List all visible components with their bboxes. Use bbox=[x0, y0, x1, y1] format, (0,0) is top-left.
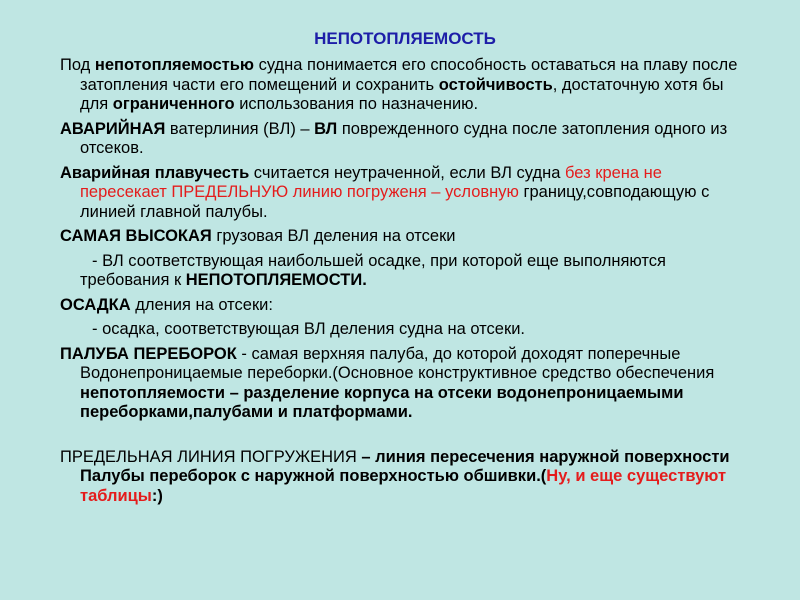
spacer bbox=[60, 428, 750, 448]
term-emergency-buoyancy: Аварийная плавучесть bbox=[60, 163, 250, 182]
term-vl: ВЛ bbox=[314, 119, 338, 138]
term-unsinkability-caps: НЕПОТОПЛЯЕМОСТИ. bbox=[185, 271, 367, 289]
text: поврежденного судна после затопления одного из отсеков. bbox=[80, 119, 728, 157]
paragraph-emergency-waterline bbox=[60, 120, 750, 159]
text: - самая верхняя палуба, до которой доходят поперечные Водонепроницаемые переборки.(Основное конструктивное средство обеспечения bbox=[80, 344, 715, 382]
text: грузовая ВЛ деления на отсеки bbox=[211, 227, 456, 245]
text: - ВЛ соответствующая наибольшей осадке, при которой еще выполняются требования к bbox=[80, 251, 666, 289]
highlight-red-text: Ну, и еще существуют таблицы bbox=[80, 467, 727, 505]
term-draught: ОСАДКА bbox=[60, 295, 131, 314]
text: судна понимается его способность оставаться на плаву после затопления части его помещений и сохранить bbox=[80, 56, 738, 94]
text: , достаточную хотя бы для bbox=[80, 75, 724, 113]
highlight-red-text: без крена не пересекает ПРЕДЕЛЬНУЮ линию погруженя – условную bbox=[80, 163, 662, 201]
paragraph-emergency-buoyancy bbox=[60, 164, 750, 223]
paragraph-highest-waterline-detail bbox=[60, 252, 750, 291]
text: Под bbox=[60, 56, 95, 74]
paragraph-definition bbox=[60, 56, 750, 115]
paragraph-draught bbox=[60, 296, 750, 316]
text: - осадка, соответствующая ВЛ деления судна на отсеки. bbox=[92, 320, 526, 338]
term-limit-line: ПРЕДЕЛЬНАЯ ЛИНИЯ ПОГРУЖЕНИЯ bbox=[60, 447, 357, 466]
text: границу,совподающую с линией главной палубы. bbox=[80, 183, 710, 221]
slide bbox=[60, 28, 750, 511]
paragraph-limit-line bbox=[60, 448, 750, 507]
text: ватерлиния (ВЛ) – bbox=[165, 119, 315, 138]
term-bulkhead-explanation: непотопляемости – разделение корпуса на отсеки водонепроницаемыми переборками,палубами и платформами. bbox=[80, 383, 684, 421]
text: :) bbox=[151, 486, 163, 505]
term-stability: остойчивость bbox=[438, 75, 553, 94]
text: считается неутраченной, если ВЛ судна bbox=[249, 163, 565, 182]
term-highest: САМАЯ ВЫСОКАЯ bbox=[60, 227, 212, 245]
text: – линия пересечения наружной поверхности Палубы переборок с наружной поверхностью обшивки.( bbox=[80, 447, 730, 485]
term-limited: ограниченного bbox=[112, 95, 235, 113]
paragraph-bulkhead-deck bbox=[60, 345, 750, 423]
paragraph-draught-detail bbox=[60, 320, 750, 340]
paragraph-highest-waterline bbox=[60, 227, 750, 247]
slide-title: НЕПОТОПЛЯЕМОСТЬ bbox=[314, 29, 496, 48]
text: дления на отсеки: bbox=[130, 295, 273, 314]
term-bulkhead-deck: ПАЛУБА ПЕРЕБОРОК bbox=[60, 344, 237, 363]
term-emergency: АВАРИЙНАЯ bbox=[60, 119, 166, 138]
term-unsinkability: непотопляемостью bbox=[94, 56, 254, 74]
text: использования по назначению. bbox=[234, 95, 479, 113]
